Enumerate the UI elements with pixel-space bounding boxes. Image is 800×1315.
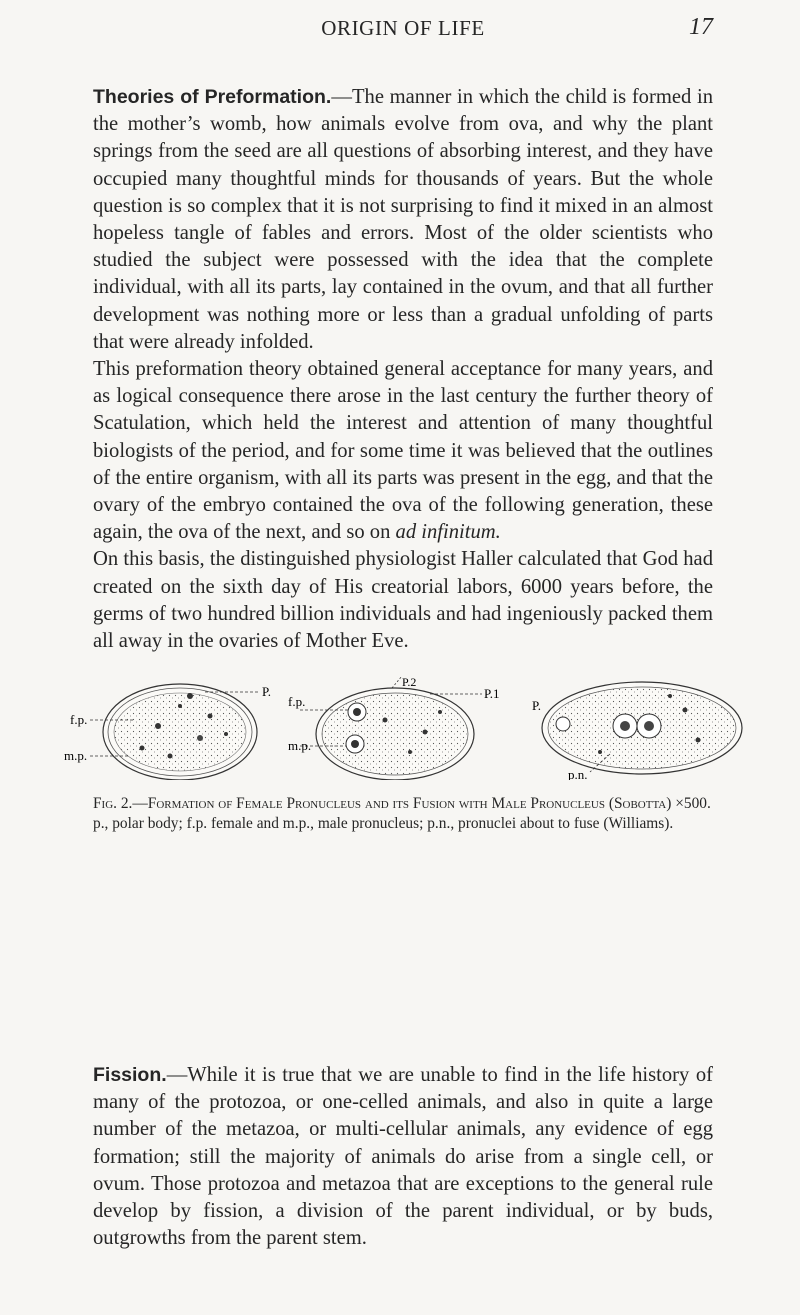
cell-c xyxy=(532,682,742,780)
fission-section xyxy=(93,1062,713,1252)
label-b-male: m.p. xyxy=(288,738,312,753)
preformation-paragraph-1 xyxy=(93,84,713,356)
label-c-polar: P. xyxy=(532,698,542,713)
preformation-section xyxy=(93,84,713,655)
ad-infinitum-text: ad infinitum. xyxy=(395,521,501,544)
preformation-paragraph-2 xyxy=(93,356,713,546)
figure-caption xyxy=(93,794,713,834)
fission-paragraph xyxy=(93,1062,713,1252)
fission-text: —While it is true that we are unable to find in the life history of many of the protozoa, or one-celled animals, and also in quite a large number of the metazoa, or multi-cellular animals, any evidence of egg formation; still the majority of animals do arise from a single cell, or ovum. Those protozoa and metazoa that are exceptions to the general rule develop by fission, a division of the parent individual, or by buds, outgrowths from the parent stem. xyxy=(93,1064,713,1250)
running-head: ORIGIN OF LIFE xyxy=(321,16,485,40)
label-a-female: f.p. xyxy=(70,712,88,727)
fission-heading: Fission. xyxy=(93,1064,167,1086)
label-b-p1: P.1 xyxy=(484,686,500,701)
page-number: 17 xyxy=(689,14,713,40)
label-b-p2: P.2 xyxy=(402,676,417,689)
preformation-paragraph-3: On this basis, the distinguished physiologist Haller calculated that God had created on the sixth day of His creatorial labors, 6000 years before, the germs of two hundred billion individuals and had ingeniously packed them all away in the ovaries of Mother Eve. xyxy=(93,548,713,653)
caption-title: —Formation of Female Pronucleus and its Fusion with Male Pronucleus xyxy=(132,795,605,812)
cell-a xyxy=(64,684,271,780)
label-b-female: f.p. xyxy=(288,694,306,709)
label-a-polar: P. xyxy=(262,684,272,699)
figure-pronucleus-illustration xyxy=(30,676,770,780)
page-header xyxy=(93,6,713,46)
preformation-text-1: —The manner in which the child is formed in the mother’s womb, how animals evolve from ova, and why the plant springs from the seed are all questions of absorbing interest, and they have occupied many thoughtful minds for thousands of years. But the whole question is so complex that it is not surprising to find it mixed in an almost hopeless tangle of fables and errors. Most of the older scientists who studied the subject were possessed with the idea that the complete individual, with all its parts, lay contained in the ovum, and that all further development was nothing more or less than a gradual unfolding of parts that were already infolded. xyxy=(93,86,713,353)
caption-source: (Sobotta) xyxy=(608,795,672,812)
cell-b xyxy=(288,676,500,780)
preformation-heading: Theories of Preformation. xyxy=(93,86,332,108)
preformation-text-2: This preformation theory obtained general acceptance for many years, and as logical consequence there arose in the last century the further theory of Scatulation, which held the interest and attention of many thoughtful biologists of the period, and for some time it was believed that the outlines of the entire organism, with all its parts was present in the egg, and that the ovary of the embryo contained the ova of the following generation, these again, the ova of the next, and so on xyxy=(93,358,713,544)
pronucleus-drawings xyxy=(30,676,770,780)
label-a-male: m.p. xyxy=(64,748,88,763)
label-c-pn: p.n. xyxy=(568,767,588,780)
caption-rest: ×500. p., polar body; f.p. female and m.p., male pronucleus; p.n., pronuclei about to fuse (Williams). xyxy=(93,795,711,832)
caption-label: Fig. 2. xyxy=(93,795,133,812)
